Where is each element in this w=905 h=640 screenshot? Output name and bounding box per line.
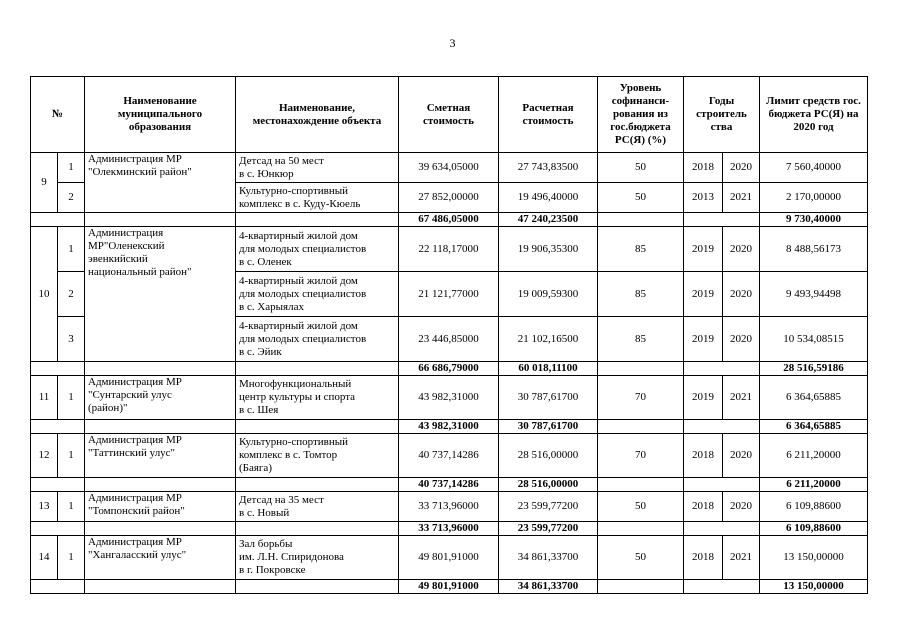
total-calculated-cost: 23 599,77200 xyxy=(499,522,598,536)
group-number: 13 xyxy=(31,492,58,522)
calculated-cost: 19 496,40000 xyxy=(499,183,598,213)
total-limit-2020: 9 730,40000 xyxy=(760,213,868,227)
limit-2020: 6 109,88600 xyxy=(760,492,868,522)
empty-cell xyxy=(85,420,236,434)
year-end: 2020 xyxy=(723,434,760,478)
group-number: 14 xyxy=(31,536,58,580)
header-estimated-cost: Сметная стоимость xyxy=(399,77,499,153)
cofinancing-level: 85 xyxy=(598,272,684,317)
page-number: 3 xyxy=(449,36,456,50)
total-calculated-cost: 47 240,23500 xyxy=(499,213,598,227)
empty-cell xyxy=(598,580,684,594)
empty-cell xyxy=(598,522,684,536)
year-end: 2020 xyxy=(723,492,760,522)
year-start: 2018 xyxy=(684,153,723,183)
header-calculated-cost: Расчетная стоимость xyxy=(499,77,598,153)
row-sub-number: 1 xyxy=(58,536,85,580)
row-sub-number: 2 xyxy=(58,272,85,317)
table-row xyxy=(31,376,868,420)
total-estimated-cost: 40 737,14286 xyxy=(399,478,499,492)
year-end: 2021 xyxy=(723,183,760,213)
municipality-name: Администрация МР"Оленекский эвенкийский национальный район" xyxy=(85,227,236,362)
total-limit-2020: 6 109,88600 xyxy=(760,522,868,536)
row-sub-number: 1 xyxy=(58,434,85,478)
empty-cell xyxy=(85,580,236,594)
object-name: 4-квартирный жилой дом для молодых специалистов в с. Харыялах xyxy=(236,272,399,317)
empty-cell xyxy=(598,362,684,376)
group-number: 10 xyxy=(31,227,58,362)
empty-cell xyxy=(85,213,236,227)
total-row xyxy=(31,420,868,434)
calculated-cost: 23 599,77200 xyxy=(499,492,598,522)
object-name: Детсад на 50 мест в с. Юнкюр xyxy=(236,153,399,183)
cofinancing-level: 85 xyxy=(598,317,684,362)
empty-cell xyxy=(31,522,85,536)
cofinancing-level: 50 xyxy=(598,183,684,213)
cofinancing-level: 50 xyxy=(598,153,684,183)
object-name: Детсад на 35 мест в с. Новый xyxy=(236,492,399,522)
row-sub-number: 1 xyxy=(58,492,85,522)
estimated-cost: 33 713,96000 xyxy=(399,492,499,522)
year-start: 2019 xyxy=(684,376,723,420)
budget-table xyxy=(30,76,868,594)
table-body xyxy=(31,153,868,594)
estimated-cost: 22 118,17000 xyxy=(399,227,499,272)
cofinancing-level: 70 xyxy=(598,434,684,478)
cofinancing-level: 70 xyxy=(598,376,684,420)
total-estimated-cost: 66 686,79000 xyxy=(399,362,499,376)
object-name: Культурно-спортивный комплекс в с. Куду-Кюель xyxy=(236,183,399,213)
limit-2020: 10 534,08515 xyxy=(760,317,868,362)
empty-cell xyxy=(236,580,399,594)
estimated-cost: 49 801,91000 xyxy=(399,536,499,580)
estimated-cost: 21 121,77000 xyxy=(399,272,499,317)
group-number: 11 xyxy=(31,376,58,420)
empty-cell xyxy=(236,362,399,376)
empty-cell xyxy=(85,478,236,492)
empty-cell xyxy=(31,213,85,227)
limit-2020: 8 488,56173 xyxy=(760,227,868,272)
header-years: Годы строитель ства xyxy=(684,77,760,153)
total-calculated-cost: 28 516,00000 xyxy=(499,478,598,492)
municipality-name: Администрация МР "Олекминский район" xyxy=(85,153,236,213)
table-row xyxy=(31,153,868,183)
limit-2020: 2 170,00000 xyxy=(760,183,868,213)
calculated-cost: 27 743,83500 xyxy=(499,153,598,183)
object-name: 4-квартирный жилой дом для молодых специалистов в с. Эйик xyxy=(236,317,399,362)
year-end: 2020 xyxy=(723,317,760,362)
cofinancing-level: 50 xyxy=(598,536,684,580)
empty-cell xyxy=(31,580,85,594)
object-name: Зал борьбы им. Л.Н. Спиридонова в г. Покровске xyxy=(236,536,399,580)
year-end: 2021 xyxy=(723,536,760,580)
empty-cell xyxy=(684,580,760,594)
empty-cell xyxy=(598,478,684,492)
year-end: 2021 xyxy=(723,376,760,420)
limit-2020: 6 211,20000 xyxy=(760,434,868,478)
empty-cell xyxy=(684,420,760,434)
total-row xyxy=(31,478,868,492)
total-row xyxy=(31,362,868,376)
year-start: 2019 xyxy=(684,317,723,362)
empty-cell xyxy=(236,420,399,434)
total-limit-2020: 13 150,00000 xyxy=(760,580,868,594)
group-number: 12 xyxy=(31,434,58,478)
year-end: 2020 xyxy=(723,272,760,317)
limit-2020: 7 560,40000 xyxy=(760,153,868,183)
calculated-cost: 21 102,16500 xyxy=(499,317,598,362)
header-row xyxy=(31,77,868,153)
empty-cell xyxy=(236,213,399,227)
empty-cell xyxy=(598,420,684,434)
header-cofinancing: Уровень софинанси-рования из гос.бюджета РС(Я) (%) xyxy=(598,77,684,153)
empty-cell xyxy=(236,478,399,492)
municipality-name: Администрация МР "Томпонский район" xyxy=(85,492,236,522)
estimated-cost: 39 634,05000 xyxy=(399,153,499,183)
header-num: № xyxy=(31,77,85,153)
year-start: 2018 xyxy=(684,434,723,478)
municipality-name: Администрация МР "Хангаласский улус" xyxy=(85,536,236,580)
table-row xyxy=(31,434,868,478)
empty-cell xyxy=(85,362,236,376)
year-end: 2020 xyxy=(723,227,760,272)
header-object: Наименование, местонахождение объекта xyxy=(236,77,399,153)
total-limit-2020: 6 211,20000 xyxy=(760,478,868,492)
table-row xyxy=(31,536,868,580)
limit-2020: 6 364,65885 xyxy=(760,376,868,420)
total-limit-2020: 6 364,65885 xyxy=(760,420,868,434)
row-sub-number: 1 xyxy=(58,227,85,272)
empty-cell xyxy=(31,478,85,492)
year-start: 2018 xyxy=(684,536,723,580)
header-limit: Лимит средств гос. бюджета РС(Я) на 2020 год xyxy=(760,77,868,153)
total-estimated-cost: 67 486,05000 xyxy=(399,213,499,227)
empty-cell xyxy=(236,522,399,536)
total-limit-2020: 28 516,59186 xyxy=(760,362,868,376)
total-estimated-cost: 33 713,96000 xyxy=(399,522,499,536)
row-sub-number: 1 xyxy=(58,376,85,420)
municipality-name: Администрация МР "Сунтарский улус (район)" xyxy=(85,376,236,420)
total-row xyxy=(31,580,868,594)
empty-cell xyxy=(31,420,85,434)
table-row xyxy=(31,492,868,522)
calculated-cost: 30 787,61700 xyxy=(499,376,598,420)
group-number: 9 xyxy=(31,153,58,213)
year-start: 2013 xyxy=(684,183,723,213)
object-name: 4-квартирный жилой дом для молодых специалистов в с. Оленек xyxy=(236,227,399,272)
total-calculated-cost: 60 018,11100 xyxy=(499,362,598,376)
calculated-cost: 28 516,00000 xyxy=(499,434,598,478)
estimated-cost: 43 982,31000 xyxy=(399,376,499,420)
header-municipality: Наименование муниципального образования xyxy=(85,77,236,153)
year-end: 2020 xyxy=(723,153,760,183)
estimated-cost: 27 852,00000 xyxy=(399,183,499,213)
cofinancing-level: 50 xyxy=(598,492,684,522)
empty-cell xyxy=(684,362,760,376)
empty-cell xyxy=(684,213,760,227)
total-row xyxy=(31,522,868,536)
empty-cell xyxy=(684,478,760,492)
year-start: 2018 xyxy=(684,492,723,522)
year-start: 2019 xyxy=(684,272,723,317)
estimated-cost: 23 446,85000 xyxy=(399,317,499,362)
calculated-cost: 34 861,33700 xyxy=(499,536,598,580)
calculated-cost: 19 906,35300 xyxy=(499,227,598,272)
row-sub-number: 2 xyxy=(58,183,85,213)
empty-cell xyxy=(598,213,684,227)
municipality-name: Администрация МР "Таттинский улус" xyxy=(85,434,236,478)
limit-2020: 13 150,00000 xyxy=(760,536,868,580)
object-name: Многофункциональный центр культуры и спорта в с. Шея xyxy=(236,376,399,420)
empty-cell xyxy=(85,522,236,536)
table-row xyxy=(31,227,868,272)
limit-2020: 9 493,94498 xyxy=(760,272,868,317)
total-estimated-cost: 49 801,91000 xyxy=(399,580,499,594)
cofinancing-level: 85 xyxy=(598,227,684,272)
calculated-cost: 19 009,59300 xyxy=(499,272,598,317)
total-calculated-cost: 30 787,61700 xyxy=(499,420,598,434)
year-start: 2019 xyxy=(684,227,723,272)
estimated-cost: 40 737,14286 xyxy=(399,434,499,478)
empty-cell xyxy=(31,362,85,376)
total-calculated-cost: 34 861,33700 xyxy=(499,580,598,594)
object-name: Культурно-спортивный комплекс в с. Томтор (Баяга) xyxy=(236,434,399,478)
total-row xyxy=(31,213,868,227)
total-estimated-cost: 43 982,31000 xyxy=(399,420,499,434)
empty-cell xyxy=(684,522,760,536)
row-sub-number: 1 xyxy=(58,153,85,183)
row-sub-number: 3 xyxy=(58,317,85,362)
